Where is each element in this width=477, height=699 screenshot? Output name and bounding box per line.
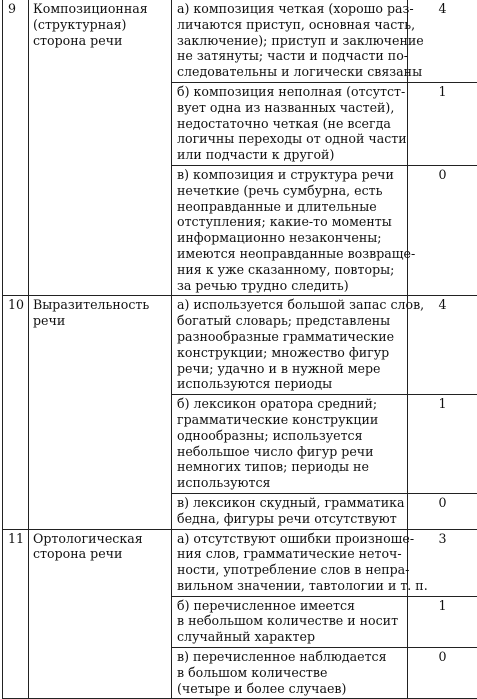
level-description <box>172 648 408 699</box>
description-line: б) композиция неполная (отсутст- <box>177 84 404 100</box>
level-score: 1 <box>408 596 477 647</box>
description-line: информационно незакончены; <box>177 230 404 246</box>
aspect-line: Ортологическая <box>33 531 167 547</box>
level-score: 1 <box>408 82 477 165</box>
description-line: немногих типов; периоды не <box>177 459 404 475</box>
description-line: а) отсутствуют ошибки произноше- <box>177 531 404 547</box>
aspect-line: Выразительность <box>33 297 167 313</box>
description-line: вует одна из названных частей), <box>177 100 404 116</box>
description-line: б) лексикон оратора средний; <box>177 396 404 412</box>
level-description <box>172 596 408 647</box>
description-line: или подчасти к другой) <box>177 147 404 163</box>
description-line: используются периоды <box>177 376 404 392</box>
description-line: в) композиция и структура речи <box>177 167 404 183</box>
criteria-table <box>2 0 477 699</box>
level-description <box>172 296 408 395</box>
criterion-number: 10 <box>3 296 29 529</box>
criterion-number: 9 <box>3 0 29 296</box>
description-line: имеются неоправданные возвраще- <box>177 246 404 262</box>
aspect-line: сторона речи <box>33 33 167 49</box>
level-score: 4 <box>408 0 477 82</box>
level-description <box>172 395 408 494</box>
level-score: 0 <box>408 648 477 699</box>
level-score: 3 <box>408 529 477 596</box>
description-line: не затянуты; части и подчасти по- <box>177 48 404 64</box>
description-line: недостаточно четкая (не всегда <box>177 116 404 132</box>
description-line: в) лексикон скудный, грамматика <box>177 495 404 511</box>
description-line: в) перечисленное наблюдается <box>177 649 404 665</box>
description-line: однообразны; используется <box>177 428 404 444</box>
table-row <box>3 0 477 82</box>
description-line: отступления; какие-то моменты <box>177 214 404 230</box>
level-score: 0 <box>408 165 477 295</box>
criterion-aspect <box>29 529 172 699</box>
description-line: заключение); приступ и заключение <box>177 33 404 49</box>
description-line: следовательны и логически связаны <box>177 64 404 80</box>
description-line: вильном значении, тавтологии и т. п. <box>177 578 404 594</box>
description-line: б) перечисленное имеется <box>177 598 404 614</box>
criterion-aspect <box>29 296 172 529</box>
description-line: нечеткие (речь сумбурна, есть <box>177 183 404 199</box>
description-line: ния к уже сказанному, повторы; <box>177 262 404 278</box>
description-line: разнообразные грамматические <box>177 329 404 345</box>
description-line: случайный характер <box>177 629 404 645</box>
aspect-line: речи <box>33 313 167 329</box>
table-row <box>3 296 477 395</box>
description-line: речи; удачно и в нужной мере <box>177 361 404 377</box>
description-line: небольшое число фигур речи <box>177 444 404 460</box>
description-line: за речью трудно следить) <box>177 278 404 294</box>
description-line: в небольшом количестве и носит <box>177 613 404 629</box>
description-line: (четыре и более случаев) <box>177 681 404 697</box>
level-score: 1 <box>408 395 477 494</box>
description-line: конструкции; множество фигур <box>177 345 404 361</box>
description-line: бедна, фигуры речи отсутствуют <box>177 511 404 527</box>
description-line: а) используется большой запас слов, <box>177 297 404 313</box>
criterion-number: 11 <box>3 529 29 699</box>
description-line: неоправданные и длительные <box>177 199 404 215</box>
aspect-line: Композиционная <box>33 1 167 17</box>
level-description <box>172 165 408 295</box>
level-description <box>172 82 408 165</box>
level-description <box>172 0 408 82</box>
description-line: логичны переходы от одной части <box>177 131 404 147</box>
description-line: используются <box>177 475 404 491</box>
level-score: 0 <box>408 493 477 529</box>
aspect-line: (структурная) <box>33 17 167 33</box>
description-line: богатый словарь; представлены <box>177 313 404 329</box>
level-description <box>172 493 408 529</box>
aspect-line: сторона речи <box>33 546 167 562</box>
criterion-aspect <box>29 0 172 296</box>
level-description <box>172 529 408 596</box>
description-line: личаются приступ, основная часть, <box>177 17 404 33</box>
description-line: в большом количестве <box>177 665 404 681</box>
description-line: а) композиция четкая (хорошо раз- <box>177 1 404 17</box>
description-line: ности, употребление слов в непра- <box>177 562 404 578</box>
description-line: грамматические конструкции <box>177 412 404 428</box>
level-score: 4 <box>408 296 477 395</box>
table-row <box>3 529 477 596</box>
description-line: ния слов, грамматические неточ- <box>177 546 404 562</box>
